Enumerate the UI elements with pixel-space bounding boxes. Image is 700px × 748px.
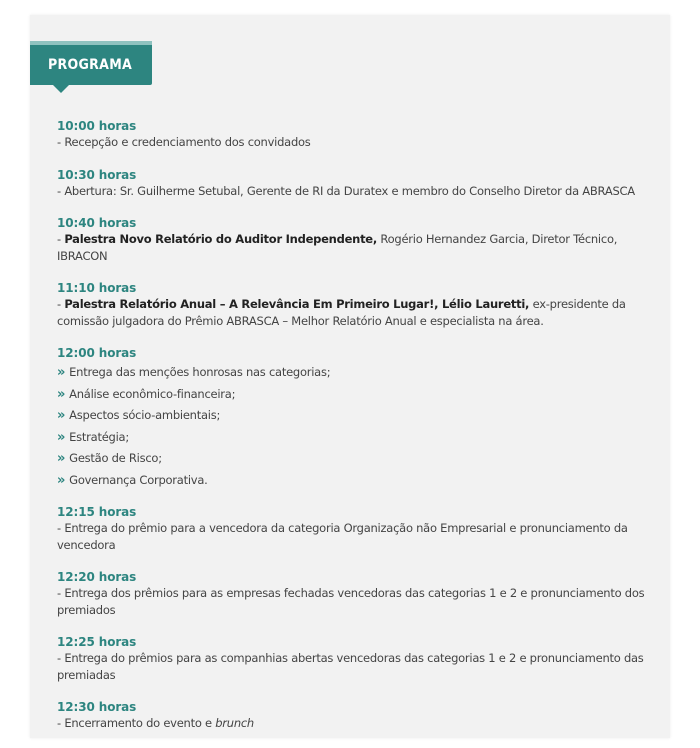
program-time: 12:25 horas	[57, 635, 137, 649]
double-chevron-right-icon: »	[57, 429, 66, 445]
program-time: 12:15 horas	[57, 505, 137, 519]
double-chevron-right-icon: »	[57, 451, 66, 466]
program-description: - Entrega do prêmios para as companhias abertas vencedoras das categorias 1 e 2 e pronunciamento das premiadas	[57, 651, 644, 682]
program-item	[57, 699, 653, 732]
list-item: » Aspectos sócio-ambientais;	[57, 408, 221, 423]
list-item: » Estratégia;	[57, 429, 129, 445]
program-item	[57, 569, 653, 618]
double-chevron-right-icon: »	[57, 365, 66, 380]
program-time: 10:40 horas	[57, 216, 137, 230]
program-item	[57, 345, 653, 491]
program-description: - Entrega dos prêmios para as empresas fechadas vencedoras das categorias 1 e 2 e pronunciamento dos premiados	[57, 586, 645, 617]
program-description: - Palestra Relatório Anual – A Relevância Em Primeiro Lugar!, Lélio Lauretti, ex-presidente da comissão julgadora do Prêmio ABRASCA – Melhor Relatório Anual e especialista na área.	[57, 297, 626, 328]
program-item	[57, 118, 653, 151]
program-time: 12:00 horas	[57, 346, 137, 360]
header-pointer-icon	[53, 85, 69, 93]
program-description: - Palestra Novo Relatório do Auditor Independente, Rogério Hernandez Garcia, Diretor Técnico, IBRACON	[57, 232, 618, 263]
program-item	[57, 634, 653, 683]
list-item: » Gestão de Risco;	[57, 451, 162, 466]
program-highlight: Palestra Relatório Anual – A Relevância Em Primeiro Lugar!, Lélio Lauretti,	[64, 297, 530, 311]
program-time: 12:20 horas	[57, 570, 137, 584]
program-item	[57, 215, 653, 264]
program-time: 10:30 horas	[57, 167, 137, 182]
award-categories-list	[57, 362, 653, 491]
program-highlight: Palestra Novo Relatório do Auditor Independente,	[64, 232, 377, 246]
double-chevron-right-icon: »	[57, 472, 66, 488]
program-time: 10:00 horas	[57, 119, 137, 133]
program-item	[57, 504, 653, 553]
program-header-title: PROGRAMA	[48, 57, 133, 73]
double-chevron-right-icon: »	[57, 408, 66, 423]
list-item: » Entrega das menções honrosas nas categorias;	[57, 365, 331, 380]
program-description: - Recepção e credenciamento dos convidados	[57, 135, 311, 149]
program-time: 11:10 horas	[57, 281, 137, 295]
list-item: » Análise econômico-financeira;	[57, 386, 236, 402]
program-list	[57, 118, 653, 748]
program-description: - Encerramento do evento e brunch	[57, 716, 254, 730]
program-description: - Abertura: Sr. Guilherme Setubal, Gerente de RI da Duratex e membro do Conselho Diretor da ABRASCA	[57, 183, 635, 198]
double-chevron-right-icon: »	[57, 386, 66, 402]
program-italic-term: brunch	[215, 716, 254, 730]
list-item: » Governança Corporativa.	[57, 472, 208, 488]
program-description: - Entrega do prêmio para a vencedora da categoria Organização não Empresarial e pronunciamento da vencedora	[57, 521, 628, 552]
program-time: 12:30 horas	[57, 700, 137, 714]
program-item	[57, 167, 653, 200]
program-header-tab	[30, 41, 152, 85]
program-item	[57, 280, 653, 329]
